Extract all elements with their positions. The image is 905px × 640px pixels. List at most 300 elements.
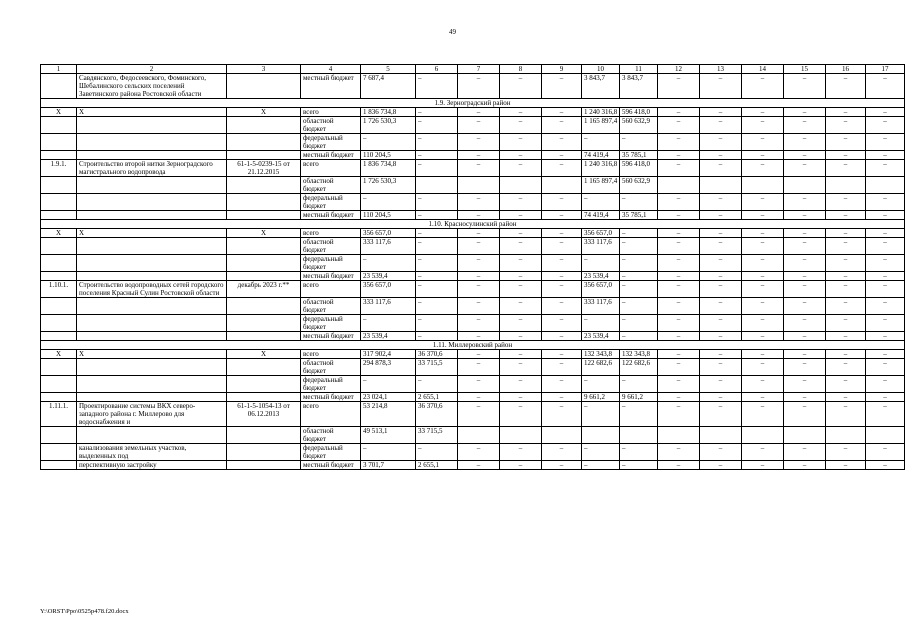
- table-cell: [582, 427, 620, 444]
- table-cell: 1 726 530,3: [361, 117, 416, 134]
- column-header: 15: [784, 65, 826, 74]
- table-cell: –: [658, 160, 700, 177]
- table-cell: –: [700, 255, 742, 272]
- table-cell: –: [500, 402, 542, 427]
- table-cell: –: [826, 332, 866, 341]
- table-cell: 1.9.1.: [41, 160, 77, 177]
- section-title: 1.10. Красносулинский район: [41, 220, 905, 229]
- table-cell: 36 370,6: [416, 350, 458, 359]
- table-cell: –: [784, 272, 826, 281]
- table-cell: –: [700, 229, 742, 238]
- table-cell: 122 682,6: [582, 359, 620, 376]
- table-cell: –: [866, 108, 905, 117]
- table-cell: [700, 177, 742, 194]
- table-cell: –: [582, 402, 620, 427]
- table-cell: –: [742, 238, 784, 255]
- table-cell: –: [700, 151, 742, 160]
- table-cell: всего: [301, 350, 361, 359]
- table-cell: 1.11.1.: [41, 402, 77, 427]
- column-header: 12: [658, 65, 700, 74]
- table-cell: –: [784, 402, 826, 427]
- table-cell: перспективную застройку: [77, 461, 227, 470]
- table-cell: –: [742, 359, 784, 376]
- table-cell: –: [542, 117, 582, 134]
- column-header: 1: [41, 65, 77, 74]
- table-cell: –: [784, 108, 826, 117]
- table-cell: –: [500, 151, 542, 160]
- table-cell: –: [542, 151, 582, 160]
- table-cell: [458, 427, 500, 444]
- table-cell: –: [658, 272, 700, 281]
- table-cell: –: [458, 281, 500, 298]
- table-cell: –: [500, 238, 542, 255]
- table-cell: –: [500, 444, 542, 461]
- table-cell: 61-1-5-1054-13 от 06.12.2013: [227, 402, 301, 427]
- table-cell: федеральный бюджет: [301, 376, 361, 393]
- table-cell: Х: [227, 229, 301, 238]
- table-cell: –: [784, 194, 826, 211]
- table-cell: –: [416, 229, 458, 238]
- table-cell: –: [784, 359, 826, 376]
- table-cell: [77, 298, 227, 315]
- table-cell: –: [500, 393, 542, 402]
- table-cell: [658, 177, 700, 194]
- table-cell: –: [500, 376, 542, 393]
- table-cell: 53 214,8: [361, 402, 416, 427]
- table-cell: –: [542, 229, 582, 238]
- table-cell: –: [416, 211, 458, 220]
- table-cell: –: [700, 376, 742, 393]
- table-cell: 333 117,6: [582, 298, 620, 315]
- table-cell: –: [826, 117, 866, 134]
- table-cell: –: [866, 332, 905, 341]
- table-cell: –: [866, 350, 905, 359]
- table-cell: 35 785,1: [620, 151, 658, 160]
- budget-table: [40, 64, 905, 470]
- table-cell: –: [582, 461, 620, 470]
- table-cell: –: [542, 444, 582, 461]
- column-header: 4: [301, 65, 361, 74]
- table-cell: –: [458, 194, 500, 211]
- table-row: [41, 359, 905, 376]
- table-cell: всего: [301, 281, 361, 298]
- table-cell: федеральный бюджет: [301, 134, 361, 151]
- table-cell: –: [742, 402, 784, 427]
- table-cell: –: [458, 461, 500, 470]
- table-cell: 23 539,4: [361, 272, 416, 281]
- table-body: [41, 74, 905, 470]
- table-cell: –: [742, 393, 784, 402]
- table-cell: –: [658, 108, 700, 117]
- table-cell: –: [542, 281, 582, 298]
- table-cell: Х: [227, 108, 301, 117]
- table-cell: –: [658, 332, 700, 341]
- table-cell: –: [500, 108, 542, 117]
- table-cell: –: [416, 444, 458, 461]
- table-cell: [227, 211, 301, 220]
- table-cell: [227, 255, 301, 272]
- table-cell: [41, 151, 77, 160]
- table-cell: [77, 211, 227, 220]
- table-cell: –: [866, 194, 905, 211]
- table-cell: –: [620, 238, 658, 255]
- table-cell: 356 657,0: [361, 229, 416, 238]
- table-cell: –: [416, 117, 458, 134]
- table-cell: областной бюджет: [301, 359, 361, 376]
- table-cell: –: [784, 117, 826, 134]
- table-cell: –: [500, 134, 542, 151]
- table-cell: –: [866, 315, 905, 332]
- table-cell: –: [826, 238, 866, 255]
- table-cell: [227, 117, 301, 134]
- table-cell: –: [866, 444, 905, 461]
- table-cell: 2 655,1: [416, 393, 458, 402]
- table-cell: –: [458, 211, 500, 220]
- table-cell: [77, 332, 227, 341]
- table-cell: [866, 427, 905, 444]
- table-cell: [227, 427, 301, 444]
- table-cell: –: [582, 194, 620, 211]
- table-cell: –: [542, 298, 582, 315]
- table-cell: [700, 427, 742, 444]
- table-cell: 36 370,6: [416, 402, 458, 427]
- table-cell: 333 117,6: [361, 238, 416, 255]
- table-cell: [41, 74, 77, 99]
- table-cell: –: [658, 359, 700, 376]
- table-cell: –: [500, 272, 542, 281]
- column-header: 13: [700, 65, 742, 74]
- table-cell: –: [620, 134, 658, 151]
- table-cell: –: [700, 402, 742, 427]
- table-cell: 7 687,4: [361, 74, 416, 99]
- table-cell: –: [700, 194, 742, 211]
- table-cell: –: [658, 350, 700, 359]
- table-cell: –: [620, 194, 658, 211]
- table-cell: –: [784, 134, 826, 151]
- table-cell: 1 240 316,8: [582, 160, 620, 177]
- table-cell: –: [582, 255, 620, 272]
- table-cell: –: [742, 444, 784, 461]
- column-header: 16: [826, 65, 866, 74]
- table-row: [41, 332, 905, 341]
- table-cell: –: [458, 160, 500, 177]
- table-cell: [227, 194, 301, 211]
- table-cell: 110 204,5: [361, 151, 416, 160]
- table-cell: –: [742, 281, 784, 298]
- table-cell: 74 419,4: [582, 151, 620, 160]
- table-cell: –: [700, 359, 742, 376]
- table-cell: –: [542, 272, 582, 281]
- table-cell: [500, 177, 542, 194]
- table-cell: –: [866, 402, 905, 427]
- table-row: [41, 211, 905, 220]
- table-cell: [227, 332, 301, 341]
- table-cell: 110 204,5: [361, 211, 416, 220]
- table-cell: –: [542, 134, 582, 151]
- table-cell: –: [658, 74, 700, 99]
- table-cell: 356 657,0: [361, 281, 416, 298]
- table-cell: Х: [77, 350, 227, 359]
- table-cell: –: [742, 272, 784, 281]
- table-cell: [41, 393, 77, 402]
- table-cell: –: [500, 255, 542, 272]
- table-cell: –: [542, 315, 582, 332]
- table-cell: –: [542, 332, 582, 341]
- table-cell: –: [826, 350, 866, 359]
- column-header: 2: [77, 65, 227, 74]
- table-cell: –: [658, 194, 700, 211]
- table-cell: [227, 444, 301, 461]
- table-cell: [77, 427, 227, 444]
- table-cell: –: [620, 281, 658, 298]
- table-cell: местный бюджет: [301, 461, 361, 470]
- table-cell: –: [458, 402, 500, 427]
- table-cell: –: [582, 444, 620, 461]
- table-cell: 3 843,7: [620, 74, 658, 99]
- table-cell: –: [416, 272, 458, 281]
- column-header: 3: [227, 65, 301, 74]
- table-cell: –: [620, 272, 658, 281]
- table-cell: –: [784, 255, 826, 272]
- table-cell: –: [826, 194, 866, 211]
- table-cell: областной бюджет: [301, 238, 361, 255]
- table-row: [41, 134, 905, 151]
- table-cell: –: [658, 461, 700, 470]
- table-cell: 294 878,3: [361, 359, 416, 376]
- section-title: 1.9. Зерноградский район: [41, 99, 905, 108]
- table-cell: [500, 427, 542, 444]
- table-cell: 1 836 734,8: [361, 108, 416, 117]
- table-cell: 1 165 897,4: [582, 117, 620, 134]
- column-header: 10: [582, 65, 620, 74]
- table-cell: –: [866, 151, 905, 160]
- table-cell: –: [500, 281, 542, 298]
- table-cell: –: [826, 108, 866, 117]
- table-cell: –: [542, 393, 582, 402]
- table-cell: [826, 177, 866, 194]
- page-number: 49: [449, 28, 456, 36]
- table-row: [41, 238, 905, 255]
- table-cell: [41, 332, 77, 341]
- table-cell: –: [458, 350, 500, 359]
- table-cell: –: [784, 332, 826, 341]
- table-cell: 1 165 897,4: [582, 177, 620, 194]
- table-cell: –: [866, 238, 905, 255]
- table-cell: местный бюджет: [301, 272, 361, 281]
- table-cell: –: [700, 238, 742, 255]
- table-cell: Х: [77, 229, 227, 238]
- table-cell: всего: [301, 229, 361, 238]
- table-cell: –: [826, 160, 866, 177]
- table-cell: –: [458, 332, 500, 341]
- table-cell: –: [500, 332, 542, 341]
- table-cell: [41, 359, 77, 376]
- table-row: [41, 461, 905, 470]
- table-cell: –: [416, 160, 458, 177]
- table-cell: –: [542, 160, 582, 177]
- table-cell: [77, 376, 227, 393]
- table-cell: –: [416, 238, 458, 255]
- table-cell: –: [784, 281, 826, 298]
- table-cell: [41, 177, 77, 194]
- table-cell: [227, 74, 301, 99]
- table-cell: –: [866, 134, 905, 151]
- table-cell: [41, 117, 77, 134]
- table-cell: –: [866, 376, 905, 393]
- table-cell: –: [700, 108, 742, 117]
- table-cell: областной бюджет: [301, 117, 361, 134]
- table-cell: –: [658, 402, 700, 427]
- table-cell: [826, 427, 866, 444]
- table-cell: –: [542, 211, 582, 220]
- column-header: 17: [866, 65, 905, 74]
- table-cell: [227, 177, 301, 194]
- table-cell: –: [826, 134, 866, 151]
- table-cell: –: [700, 272, 742, 281]
- table-cell: –: [866, 160, 905, 177]
- table-cell: 23 539,4: [582, 332, 620, 341]
- table-cell: федеральный бюджет: [301, 444, 361, 461]
- table-cell: –: [658, 211, 700, 220]
- table-cell: –: [658, 134, 700, 151]
- table-cell: –: [458, 238, 500, 255]
- table-cell: –: [500, 298, 542, 315]
- table-cell: –: [542, 402, 582, 427]
- table-cell: –: [784, 229, 826, 238]
- table-cell: –: [826, 376, 866, 393]
- table-cell: –: [620, 315, 658, 332]
- table-cell: –: [866, 461, 905, 470]
- table-row: [41, 427, 905, 444]
- table-cell: [41, 194, 77, 211]
- table-cell: –: [361, 315, 416, 332]
- table-row: [41, 350, 905, 359]
- table-row: [41, 315, 905, 332]
- column-header: 7: [458, 65, 500, 74]
- table-cell: –: [361, 255, 416, 272]
- table-cell: местный бюджет: [301, 151, 361, 160]
- table-cell: 356 657,0: [582, 281, 620, 298]
- table-cell: областной бюджет: [301, 427, 361, 444]
- table-cell: –: [742, 298, 784, 315]
- table-cell: –: [658, 393, 700, 402]
- table-cell: –: [416, 255, 458, 272]
- header-row: [41, 65, 905, 74]
- table-cell: –: [700, 444, 742, 461]
- table-cell: –: [500, 117, 542, 134]
- table-cell: 9 661,2: [620, 393, 658, 402]
- table-cell: [784, 427, 826, 444]
- table-cell: 122 682,6: [620, 359, 658, 376]
- table-row: [41, 376, 905, 393]
- table-cell: –: [416, 134, 458, 151]
- table-cell: [77, 117, 227, 134]
- table-cell: –: [542, 74, 582, 99]
- table-cell: [227, 151, 301, 160]
- table-cell: [458, 177, 500, 194]
- table-cell: –: [742, 194, 784, 211]
- table-cell: [77, 151, 227, 160]
- table-cell: –: [784, 238, 826, 255]
- table-cell: [784, 177, 826, 194]
- table-cell: –: [416, 74, 458, 99]
- table-cell: –: [361, 134, 416, 151]
- table-cell: –: [458, 108, 500, 117]
- table-cell: Савдянского, Федосеевского, Фоминского, Шебалинского сельских поселений Заветинского района Ростовской области: [77, 74, 227, 99]
- table-row: [41, 402, 905, 427]
- table-cell: 1 726 530,3: [361, 177, 416, 194]
- table-cell: 560 632,9: [620, 177, 658, 194]
- table-cell: [41, 211, 77, 220]
- table-cell: областной бюджет: [301, 298, 361, 315]
- table-cell: –: [416, 332, 458, 341]
- table-cell: –: [742, 134, 784, 151]
- table-cell: –: [700, 117, 742, 134]
- table-cell: –: [658, 298, 700, 315]
- table-cell: –: [416, 315, 458, 332]
- table-cell: –: [700, 393, 742, 402]
- table-cell: –: [658, 151, 700, 160]
- table-cell: 317 902,4: [361, 350, 416, 359]
- table-cell: –: [826, 393, 866, 402]
- table-cell: 3 843,7: [582, 74, 620, 99]
- table-row: [41, 151, 905, 160]
- table-cell: 333 117,6: [361, 298, 416, 315]
- table-row: [41, 177, 905, 194]
- column-header: 14: [742, 65, 784, 74]
- table-cell: –: [784, 376, 826, 393]
- table-cell: –: [742, 108, 784, 117]
- table-cell: –: [458, 393, 500, 402]
- table-cell: –: [742, 255, 784, 272]
- table-cell: –: [826, 461, 866, 470]
- table-row: [41, 272, 905, 281]
- section-row: [41, 220, 905, 229]
- table-cell: федеральный бюджет: [301, 255, 361, 272]
- table-cell: –: [658, 117, 700, 134]
- table-cell: –: [582, 134, 620, 151]
- table-cell: 9 661,2: [582, 393, 620, 402]
- section-title: 1.11. Миллеровский район: [41, 341, 905, 350]
- table-row: [41, 393, 905, 402]
- table-cell: –: [742, 461, 784, 470]
- table-cell: 1 836 734,8: [361, 160, 416, 177]
- table-cell: [416, 177, 458, 194]
- table-cell: –: [658, 376, 700, 393]
- table-cell: –: [700, 211, 742, 220]
- table-cell: [41, 461, 77, 470]
- table-cell: –: [700, 350, 742, 359]
- table-cell: –: [866, 255, 905, 272]
- table-row: [41, 194, 905, 211]
- table-cell: канализования земельных участков, выделенных под: [77, 444, 227, 461]
- table-cell: [77, 134, 227, 151]
- table-cell: –: [458, 117, 500, 134]
- table-cell: 74 419,4: [582, 211, 620, 220]
- table-cell: –: [620, 298, 658, 315]
- table-cell: –: [866, 74, 905, 99]
- table-cell: Х: [41, 229, 77, 238]
- table-cell: –: [866, 272, 905, 281]
- table-cell: –: [826, 359, 866, 376]
- table-cell: областной бюджет: [301, 177, 361, 194]
- table-cell: [620, 427, 658, 444]
- table-cell: –: [742, 332, 784, 341]
- table-cell: [41, 134, 77, 151]
- table-cell: [77, 255, 227, 272]
- table-cell: –: [658, 238, 700, 255]
- table-cell: –: [866, 393, 905, 402]
